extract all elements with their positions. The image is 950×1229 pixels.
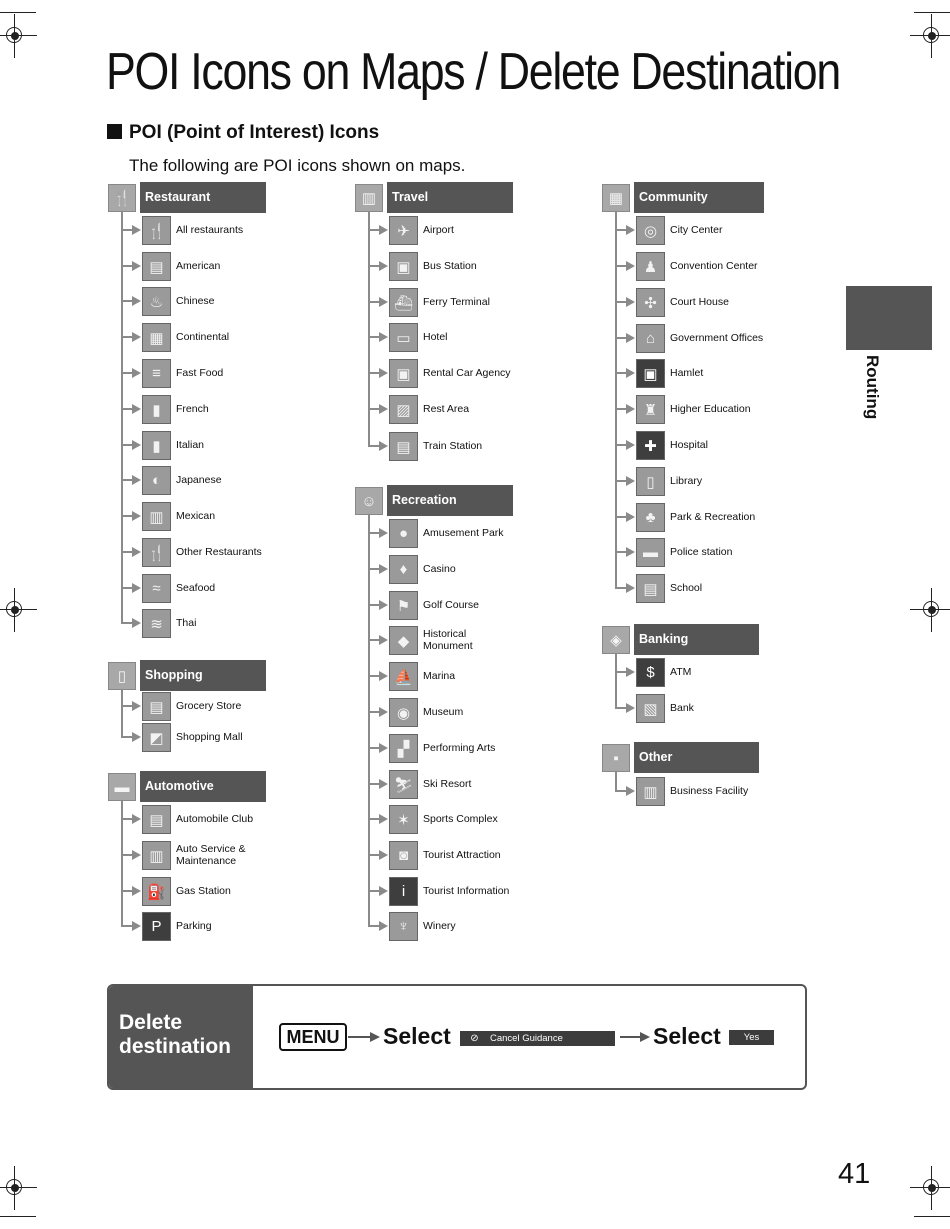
poi-label-recreation: Historical Monument — [423, 628, 473, 652]
poi-label-travel: Bus Station — [423, 260, 477, 272]
dollar-icon: $ — [636, 658, 665, 687]
poi-label-restaurant: All restaurants — [176, 224, 244, 236]
tree-arrowhead — [132, 296, 141, 306]
category-header-restaurant[interactable]: Restaurant — [140, 182, 266, 213]
cancel-guidance-button[interactable] — [460, 1031, 615, 1046]
poi-label-restaurant: Seafood — [176, 582, 216, 594]
fork-knife-icon: 🍴 — [142, 538, 171, 567]
poi-label-travel: Train Station — [423, 440, 483, 452]
poi-label-community: Convention Center — [670, 260, 758, 272]
parking-icon: P — [142, 912, 171, 941]
rental-car-icon: ▣ — [389, 359, 418, 388]
tree-arrowhead — [626, 297, 635, 307]
tree-arrowhead — [379, 441, 388, 451]
tree-arrowhead — [379, 850, 388, 860]
poi-label-recreation: Tourist Information — [423, 885, 510, 897]
medical-cross-icon: ✚ — [636, 431, 665, 460]
category-header-banking[interactable]: Banking — [634, 624, 759, 655]
japanese-food-icon: ◐ — [142, 466, 171, 495]
tree-arrowhead — [626, 667, 635, 677]
poi-label-recreation: Performing Arts — [423, 742, 496, 754]
seafood-icon: ≈ — [142, 574, 171, 603]
trim-mark — [914, 12, 950, 13]
flow-arrowhead — [640, 1032, 650, 1042]
delete-destination-title: Delete destination — [119, 1011, 232, 1058]
poi-label-shopping: Shopping Mall — [176, 731, 243, 743]
golf-flag-icon: ⚑ — [389, 591, 418, 620]
graduation-icon: ♜ — [636, 395, 665, 424]
poi-label-travel: Rest Area — [423, 403, 470, 415]
cancel-circle-icon: ⊘ — [470, 1033, 479, 1044]
section-bullet — [107, 124, 122, 139]
poi-label-community: Hamlet — [670, 367, 704, 379]
tree-arrowhead — [132, 404, 141, 414]
automobile-club-icon: ▤ — [142, 805, 171, 834]
suitcase-icon: ▥ — [355, 184, 383, 212]
poi-label-other: Business Facility — [670, 785, 749, 797]
tree-arrowhead — [379, 707, 388, 717]
continental-food-icon: ▦ — [142, 323, 171, 352]
convention-icon: ♟ — [636, 252, 665, 281]
poi-label-recreation: Casino — [423, 563, 456, 575]
tree-line — [368, 515, 370, 927]
side-tab — [846, 286, 932, 350]
poi-label-shopping: Grocery Store — [176, 700, 242, 712]
shopping-bag-icon: ▯ — [108, 662, 136, 690]
category-header-shopping[interactable]: Shopping — [140, 660, 266, 691]
select-label-1: Select — [383, 1023, 451, 1049]
poi-label-restaurant: Chinese — [176, 295, 215, 307]
registration-mark-bottom-right — [920, 1176, 944, 1200]
page-title: POI Icons on Maps / Delete Destination — [106, 43, 840, 101]
police-car-icon: ▬ — [636, 538, 665, 567]
tree-arrowhead — [132, 225, 141, 235]
tree-arrowhead — [132, 583, 141, 593]
poi-label-community: Government Offices — [670, 332, 764, 344]
gavel-icon: ✣ — [636, 288, 665, 317]
registration-mark-mid-right — [920, 598, 944, 622]
intro-text: The following are POI icons shown on maps. — [129, 156, 466, 175]
car-icon: ▬ — [108, 773, 136, 801]
tree-arrowhead — [379, 404, 388, 414]
playing-card-icon: ♦ — [389, 555, 418, 584]
monument-icon: ◆ — [389, 626, 418, 655]
tree-arrowhead — [379, 332, 388, 342]
tree-arrowhead — [132, 547, 141, 557]
side-tab-label: Routing — [863, 355, 882, 420]
italian-food-icon: ▮ — [142, 431, 171, 460]
poi-label-recreation: Golf Course — [423, 599, 480, 611]
info-icon: i — [389, 877, 418, 906]
poi-label-recreation: Sports Complex — [423, 813, 498, 825]
tree-arrowhead — [626, 404, 635, 414]
tree-arrowhead — [626, 368, 635, 378]
poi-label-recreation: Amusement Park — [423, 527, 504, 539]
tree-arrowhead — [132, 921, 141, 931]
poi-label-community: Court House — [670, 296, 729, 308]
bank-icon: ◈ — [602, 626, 630, 654]
tree-line — [615, 654, 617, 709]
tree-arrowhead — [132, 886, 141, 896]
chinese-food-icon: ♨ — [142, 287, 171, 316]
burger-icon: ≡ — [142, 359, 171, 388]
american-food-icon: ▤ — [142, 252, 171, 281]
poi-label-recreation: Museum — [423, 706, 464, 718]
school-icon: ▤ — [636, 574, 665, 603]
bank-building-icon: ▧ — [636, 694, 665, 723]
office-building-icon: ▥ — [636, 777, 665, 806]
tree-arrowhead — [379, 225, 388, 235]
tree-line — [121, 690, 123, 738]
wine-glass-icon: ♆ — [389, 912, 418, 941]
yes-button[interactable]: Yes — [729, 1030, 774, 1045]
poi-label-community: Higher Education — [670, 403, 751, 415]
tree-arrowhead — [379, 297, 388, 307]
tree-arrowhead — [132, 618, 141, 628]
category-header-automotive[interactable]: Automotive — [140, 771, 266, 802]
poi-label-automotive: Auto Service & Maintenance — [176, 843, 246, 867]
poi-label-recreation: Marina — [423, 670, 456, 682]
section-title: POI (Point of Interest) Icons — [129, 122, 380, 143]
poi-label-travel: Ferry Terminal — [423, 296, 490, 308]
government-building-icon: ⌂ — [636, 324, 665, 353]
registration-mark-mid-left — [3, 598, 27, 622]
poi-label-community: School — [670, 582, 703, 594]
tree-arrowhead — [379, 814, 388, 824]
registration-mark-bottom-left — [3, 1176, 27, 1200]
poi-label-automotive: Automobile Club — [176, 813, 254, 825]
museum-icon: ◉ — [389, 698, 418, 727]
shopping-mall-icon: ◩ — [142, 723, 171, 752]
tree-arrowhead — [626, 333, 635, 343]
poi-label-banking: ATM — [670, 666, 692, 678]
hamlet-icon: ▣ — [636, 359, 665, 388]
fork-knife-icon: 🍴 — [108, 184, 136, 212]
trim-mark — [0, 1216, 36, 1217]
book-icon: ▯ — [636, 467, 665, 496]
registration-mark-top-left — [3, 24, 27, 48]
gas-pump-icon: ⛽ — [142, 877, 171, 906]
tree-arrowhead — [132, 475, 141, 485]
category-header-travel[interactable]: Travel — [387, 182, 513, 213]
tree-line — [368, 212, 370, 447]
flow-arrow — [348, 1036, 372, 1038]
poi-label-automotive: Gas Station — [176, 885, 231, 897]
poi-label-community: Police station — [670, 546, 733, 558]
tree-arrowhead — [379, 886, 388, 896]
skier-icon: ⛷ — [389, 770, 418, 799]
flow-arrow — [620, 1036, 642, 1038]
tree-arrowhead — [626, 786, 635, 796]
tree-arrowhead — [132, 261, 141, 271]
trim-mark — [0, 12, 36, 13]
poi-label-restaurant: Continental — [176, 331, 230, 343]
poi-label-banking: Bank — [670, 702, 694, 714]
tree-line — [121, 212, 123, 624]
tree-arrowhead — [626, 476, 635, 486]
poi-label-restaurant: Fast Food — [176, 367, 224, 379]
category-header-community[interactable]: Community — [634, 182, 764, 213]
tree-arrowhead — [132, 814, 141, 824]
tree-line — [615, 772, 617, 792]
poi-label-restaurant: Mexican — [176, 510, 216, 522]
trim-mark — [914, 1216, 950, 1217]
smiley-icon: ☺ — [355, 487, 383, 515]
balloon-icon: ● — [389, 519, 418, 548]
poi-label-restaurant: Japanese — [176, 474, 222, 486]
tree-arrowhead — [626, 703, 635, 713]
tree-arrowhead — [132, 732, 141, 742]
poi-label-recreation: Ski Resort — [423, 778, 472, 790]
poi-label-recreation: Winery — [423, 920, 456, 932]
tree-arrowhead — [132, 701, 141, 711]
tree-arrowhead — [379, 528, 388, 538]
thai-food-icon: ≋ — [142, 609, 171, 638]
poi-label-travel: Hotel — [423, 331, 448, 343]
bed-icon: ▭ — [389, 323, 418, 352]
page-number: 41 — [838, 1158, 871, 1190]
tree-arrowhead — [626, 512, 635, 522]
poi-label-restaurant: Other Restaurants — [176, 546, 262, 558]
tree-arrowhead — [626, 261, 635, 271]
auto-service-icon: ▥ — [142, 841, 171, 870]
park-icon: ♣ — [636, 503, 665, 532]
camera-icon: ◙ — [389, 841, 418, 870]
fork-knife-icon: 🍴 — [142, 216, 171, 245]
tree-arrowhead — [379, 564, 388, 574]
bus-icon: ▣ — [389, 252, 418, 281]
tree-arrowhead — [132, 511, 141, 521]
tree-arrowhead — [379, 743, 388, 753]
poi-label-restaurant: Italian — [176, 439, 205, 451]
category-header-recreation[interactable]: Recreation — [387, 485, 513, 516]
tree-arrowhead — [379, 600, 388, 610]
tree-arrowhead — [626, 225, 635, 235]
community-icon: ▦ — [602, 184, 630, 212]
tree-arrowhead — [379, 779, 388, 789]
tree-arrowhead — [379, 635, 388, 645]
rest-area-icon: ▨ — [389, 395, 418, 424]
poi-label-recreation: Tourist Attraction — [423, 849, 501, 861]
tree-arrowhead — [132, 332, 141, 342]
poi-label-restaurant: Thai — [176, 617, 197, 629]
flow-arrowhead — [370, 1032, 380, 1042]
tree-arrowhead — [379, 261, 388, 271]
registration-mark-top-right — [920, 24, 944, 48]
poi-label-travel: Airport — [423, 224, 454, 236]
tree-arrowhead — [379, 671, 388, 681]
poi-label-community: Library — [670, 475, 703, 487]
menu-button[interactable]: MENU — [279, 1023, 347, 1051]
tree-line — [615, 212, 617, 589]
train-icon: ▤ — [389, 432, 418, 461]
sports-icon: ✶ — [389, 805, 418, 834]
french-food-icon: ▮ — [142, 395, 171, 424]
poi-label-travel: Rental Car Agency — [423, 367, 511, 379]
poi-label-restaurant: American — [176, 260, 221, 272]
target-icon: ◎ — [636, 216, 665, 245]
theater-icon: ▞ — [389, 734, 418, 763]
poi-label-automotive: Parking — [176, 920, 212, 932]
tree-arrowhead — [379, 368, 388, 378]
tree-arrowhead — [132, 440, 141, 450]
category-header-other[interactable]: Other — [634, 742, 759, 773]
tree-arrowhead — [132, 850, 141, 860]
sailboat-icon: ⛵ — [389, 662, 418, 691]
mexican-food-icon: ▥ — [142, 502, 171, 531]
tree-arrowhead — [379, 921, 388, 931]
other-icon: ▪ — [602, 744, 630, 772]
cancel-guidance-label: Cancel Guidance — [490, 1033, 563, 1044]
tree-arrowhead — [626, 583, 635, 593]
tree-arrowhead — [132, 368, 141, 378]
tree-arrowhead — [626, 440, 635, 450]
poi-label-restaurant: French — [176, 403, 209, 415]
airplane-icon: ✈ — [389, 216, 418, 245]
poi-label-community: Park & Recreation — [670, 511, 756, 523]
poi-label-community: City Center — [670, 224, 723, 236]
tree-arrowhead — [626, 547, 635, 557]
ferry-icon: ⛴ — [389, 288, 418, 317]
select-label-2: Select — [653, 1023, 721, 1049]
grocery-icon: ▤ — [142, 692, 171, 721]
poi-label-community: Hospital — [670, 439, 708, 451]
